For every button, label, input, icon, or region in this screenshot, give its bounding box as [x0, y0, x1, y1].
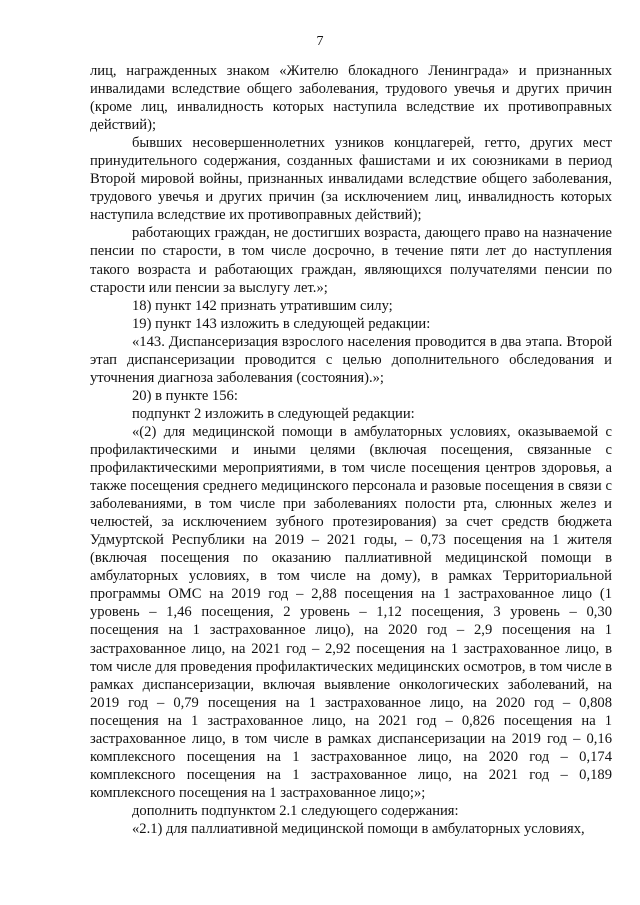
paragraph-subitem-2-intro: подпункт 2 изложить в следующей редакции: [132, 405, 415, 422]
page-number: 7 [316, 34, 324, 49]
paragraph-item-20: 20) в пункте 156: [132, 387, 238, 404]
paragraph-subitem-2-text: «(2) для медицинской помощи в амбулаторных условиях, оказываемой с профилактическими и иными целями (включая посещения, связанные с профилактическими мероприятиями, в том числе посещения центров здоровья, а также посещения среднего медицинского персонала и разовые посещения в связи с заболеваниями, в том числе при заболеваниях полости рта, слюнных желез и челюстей, за исключением зубного протезирования) за счет средств бюджета Удмуртской Республики на 2019 – 2021 годы, – 0,73 посещения на 1 жителя (включая посещения по оказанию паллиативной медицинской помощи в амбулаторных условиях, в том числе на дому), в рамках Территориальной программы ОМС на 2019 год – 2,88 посещения на 1 застрахованное лицо (1 уровень – 1,46 посещения, 2 уровень – 1,12 посещения, 3 уровень – 0,30 посещения на 1 застрахованное лицо), на 2020 год – 2,9 посещения на 1 застрахованное лицо, на 2021 год – 2,92 посещения на 1 застрахованное лицо, в том числе для проведения профилактических медицинских осмотров, в том числе в рамках диспансеризации, включая выявление онкологических заболеваний, на 2019 год – 0,79 посещения на 1 застрахованное лицо, на 2020 год – 0,808 посещения на 1 застрахованное лицо, на 2021 год – 0,826 посещения на 1 застрахованное лицо, в том числе в рамках диспансеризации на 2019 год – 0,16 комплексного посещения на 1 застрахованное лицо, на 2020 год – 0,174 комплексного посещения на 1 застрахованное лицо, на 2021 год – 0,189 комплексного посещения на 1 застрахованное лицо;»; [90, 423, 612, 801]
paragraph-blockade-residents: лиц, награжденных знаком «Жителю блокадного Ленинграда» и признанных инвалидами вследствие общего заболевания, трудового увечья и других причин (кроме лиц, инвалидность которых наступила вследствие их противоправных действий); [90, 63, 612, 134]
paragraph-item-19: 19) пункт 143 изложить в следующей редакции: [132, 315, 431, 332]
paragraph-subitem-2-1-text: «2.1) для паллиативной медицинской помощи в амбулаторных условиях, [132, 820, 585, 837]
paragraph-subitem-2-1-intro: дополнить подпунктом 2.1 следующего содержания: [132, 802, 459, 819]
paragraph-former-prisoners: бывших несовершеннолетних узников концлагерей, гетто, других мест принудительного содержания, созданных фашистами и их союзниками в период Второй мировой войны, признанных инвалидами вследствие общего заболевания, трудового увечья и других причин (за исключением лиц, инвалидность которых наступила вследствие их противоправных действий); [90, 135, 612, 224]
paragraph-clause-143: «143. Диспансеризация взрослого населения проводится в два этапа. Второй этап диспансеризации проводится с целью дополнительного обследования и уточнения диагноза заболевания (состояния).»; [90, 333, 612, 386]
paragraph-item-18: 18) пункт 142 признать утратившим силу; [132, 297, 393, 314]
document-body [90, 62, 612, 838]
paragraph-working-citizens: работающих граждан, не достигших возраста, дающего право на назначение пенсии по старости, в том числе досрочно, в течение пяти лет до наступления такого возраста и работающих граждан, являющихся получателями пенсии по старости или пенсии за выслугу лет.»; [90, 225, 612, 296]
